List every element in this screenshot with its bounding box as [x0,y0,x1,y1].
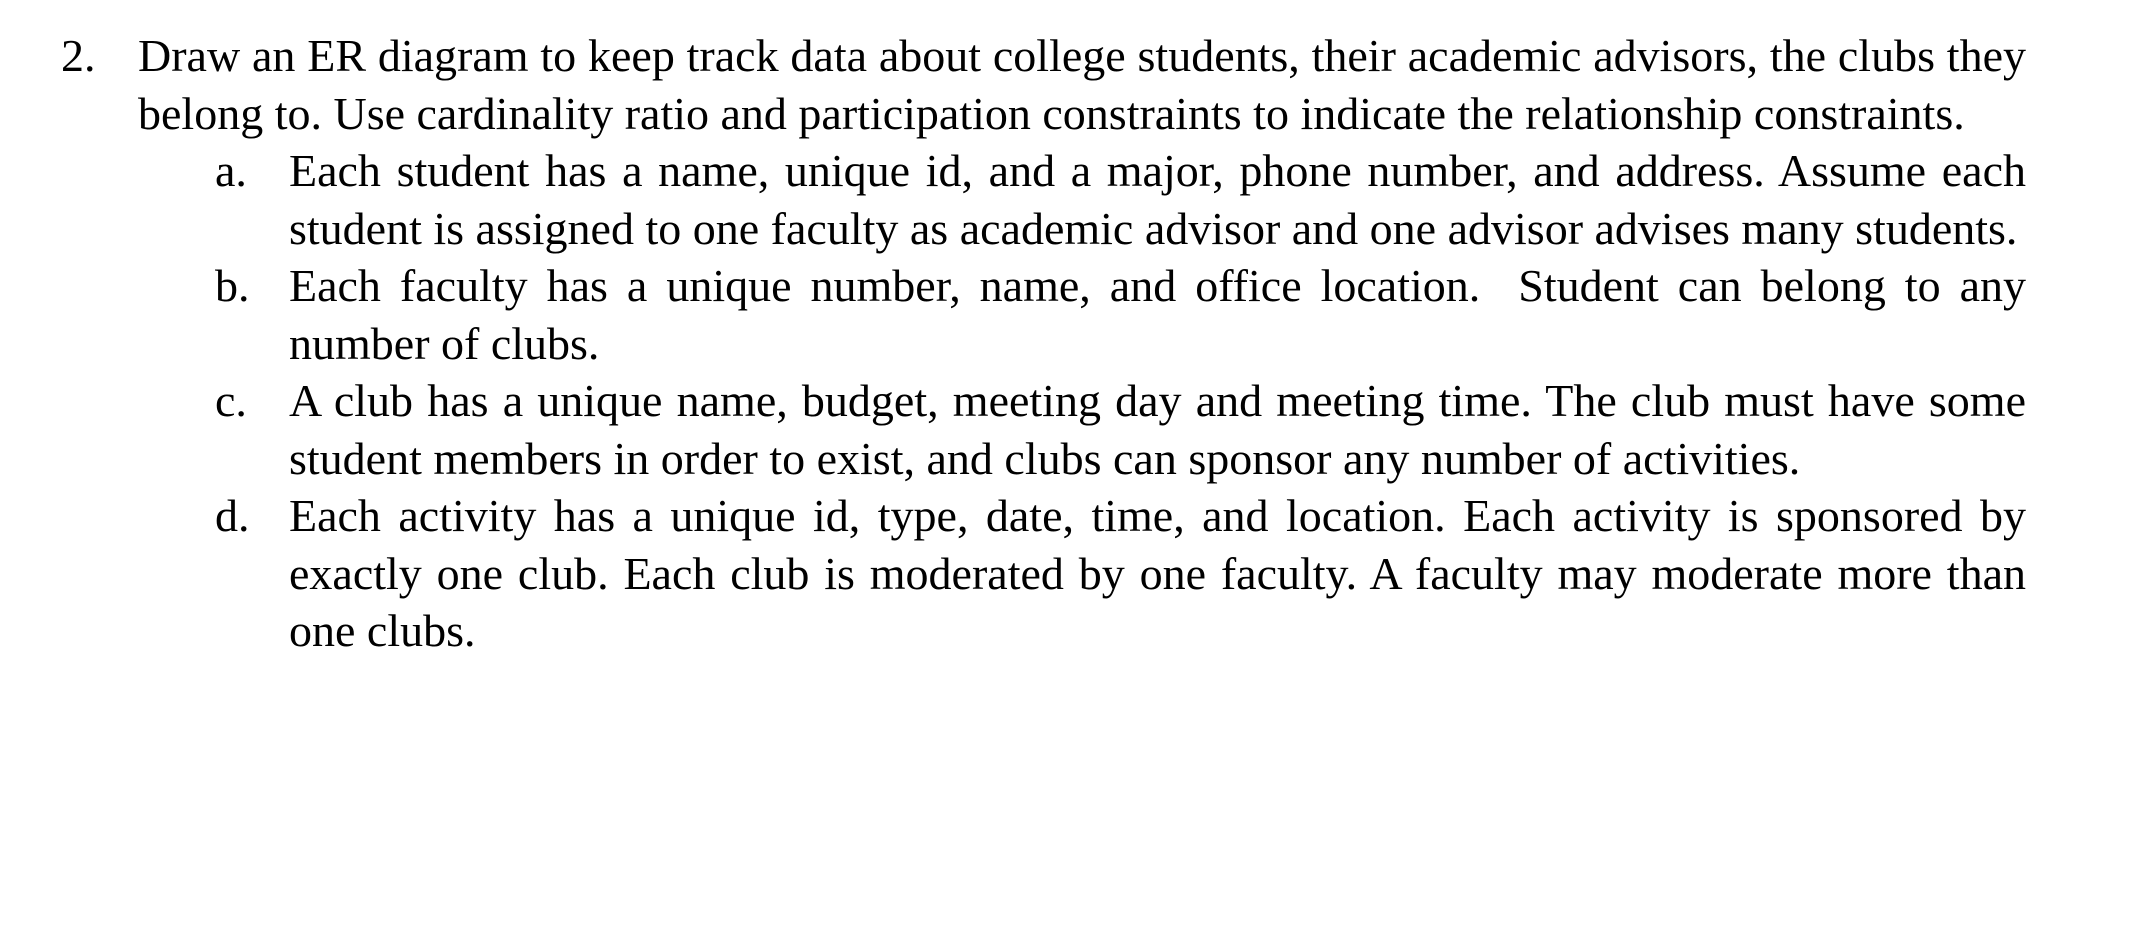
sub-question-text: Each faculty has a unique number, name, and office location. Student can belong to any number of clubs. [289,260,2038,369]
sub-question-text: Each student has a name, unique id, and a major, phone number, and address. Assume each student is assigned to one faculty as academic advisor and one advisor advises many students. [289,145,2026,254]
sub-question-letter: b. [215,260,250,311]
sub-question-text: A club has a unique name, budget, meeting day and meeting time. The club must have some student members in order to exist, and clubs can sponsor any number of activities. [289,375,2026,484]
question-2 [0,27,2026,142]
sub-question-text: Each activity has a unique id, type, date, time, and location. Each activity is sponsored by exactly one club. Each club is moderated by one faculty. A faculty may moderate more than one clubs. [289,490,2026,656]
sub-question-b [0,257,2038,372]
question-block [0,27,2142,660]
sub-question-a [0,142,2026,257]
sub-question-letter: c. [215,375,247,426]
sub-question-d [0,487,2026,660]
question-text: Draw an ER diagram to keep track data about college students, their academic advisors, the clubs they belong to. Use cardinality ratio and participation constraints to indicate the relationship constraints. [138,30,2026,139]
sub-question-letter: d. [215,490,250,541]
sub-question-letter: a. [215,145,247,196]
sub-question-c [0,372,2026,487]
question-number: 2. [61,30,96,81]
sub-question-list [0,142,2142,660]
